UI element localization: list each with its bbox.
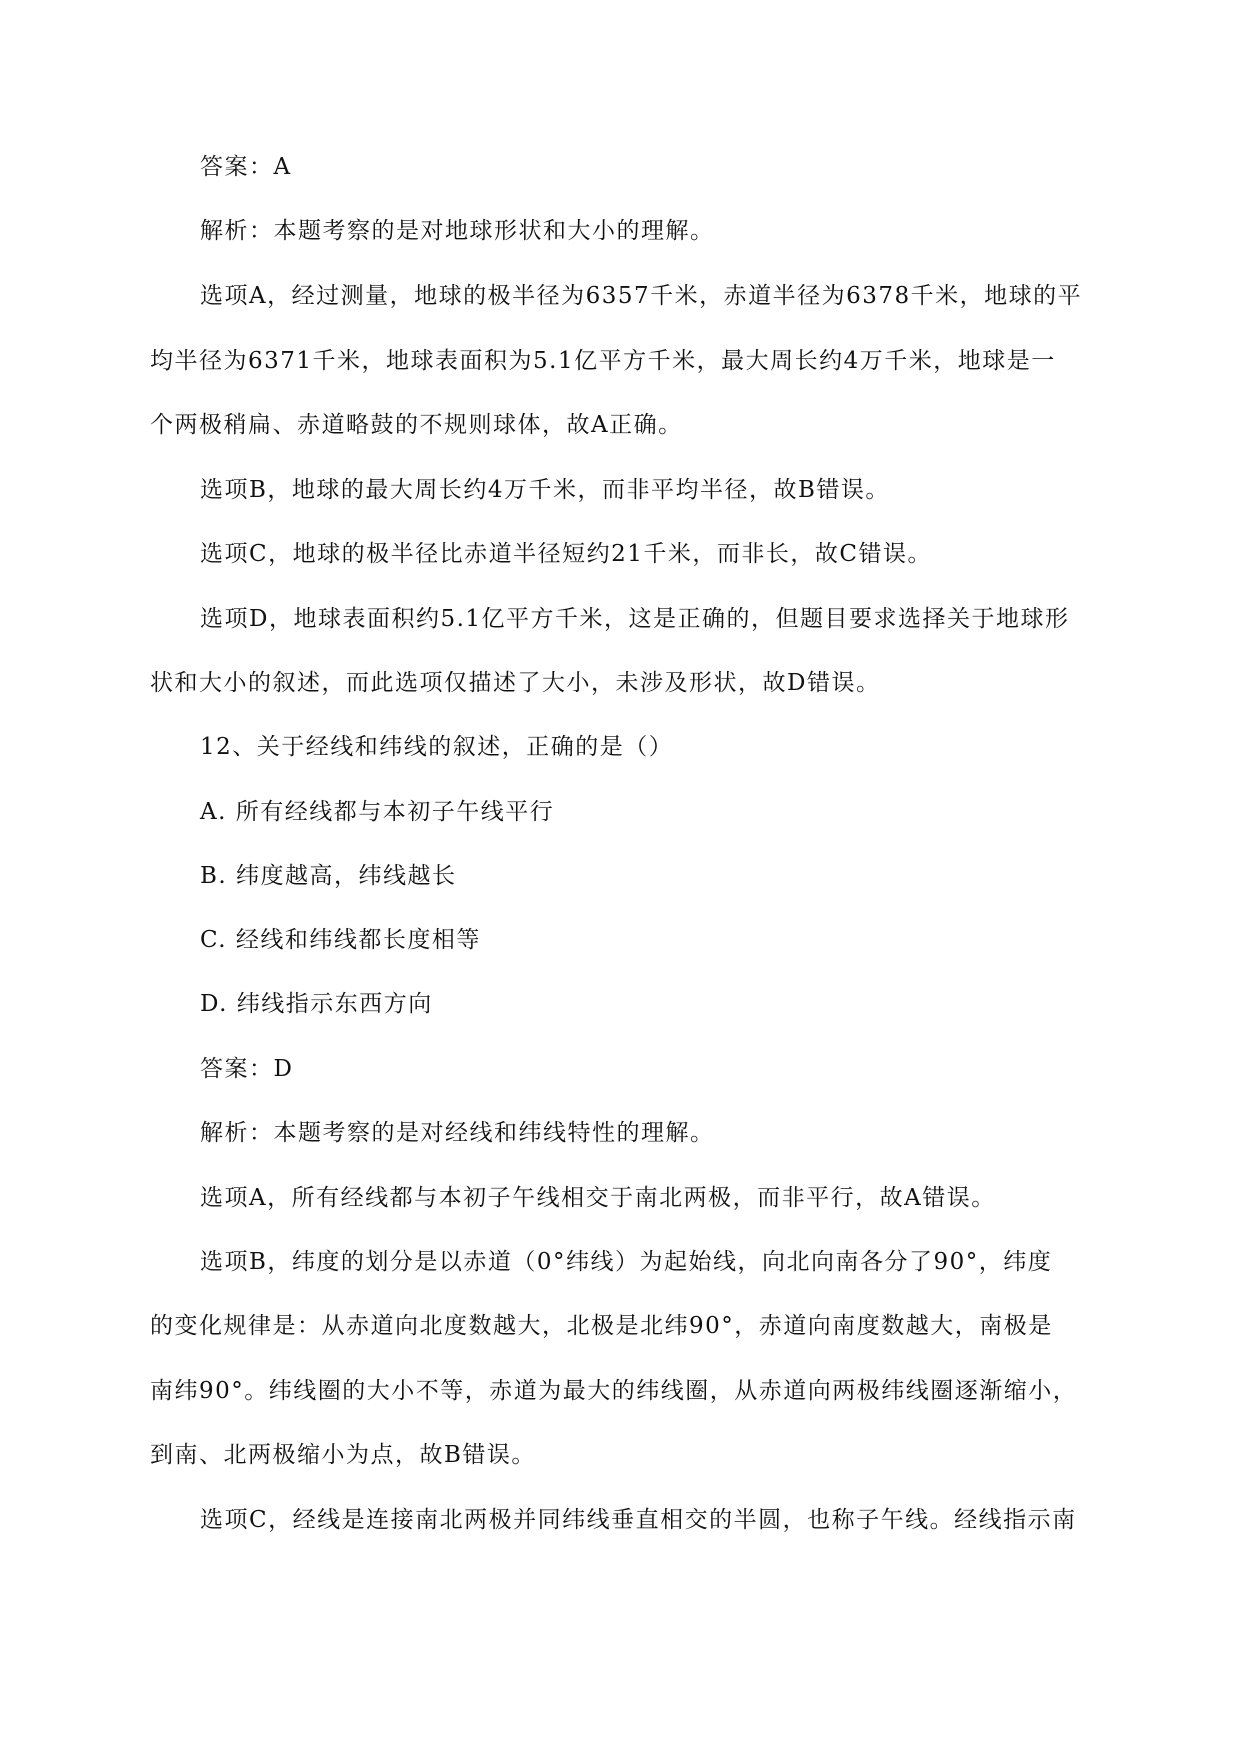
option-b-explanation-line-4: 到南、北两极缩小为点，故B错误。: [150, 1442, 536, 1468]
choice-b: B. 纬度越高，纬线越长: [200, 863, 457, 889]
option-b-paragraph-line: 选项B，地球的最大周长约4万千米，而非平均半径，故B错误。: [200, 477, 890, 503]
option-a-paragraph-line-3: 个两极稍扁、赤道略鼓的不规则球体，故A正确。: [150, 412, 683, 438]
option-d-paragraph-line-1: 选项D，地球表面积约5.1亿平方千米，这是正确的，但题目要求选择关于地球形: [200, 606, 1070, 632]
option-b-explanation-line-3: 南纬90°。纬线圈的大小不等，赤道为最大的纬线圈，从赤道向两极纬线圈逐渐缩小，: [150, 1378, 1078, 1404]
answer-line-2: 答案：D: [200, 1056, 294, 1082]
option-c-explanation-line-1: 选项C，经线是连接南北两极并同纬线垂直相交的半圆，也称子午线。经线指示南: [200, 1507, 1077, 1533]
option-b-explanation-line-1: 选项B，纬度的划分是以赤道（0°纬线）为起始线，向北向南各分了90°，纬度: [200, 1249, 1053, 1275]
option-a-explanation: 选项A，所有经线都与本初子午线相交于南北两极，而非平行，故A错误。: [200, 1185, 996, 1211]
option-a-paragraph-line-1: 选项A，经过测量，地球的极半径为6357千米，赤道半径为6378千米，地球的平: [200, 283, 1083, 309]
option-c-paragraph-line: 选项C，地球的极半径比赤道半径短约21千米，而非长，故C错误。: [200, 541, 932, 567]
question-12-title: 12、关于经线和纬线的叙述，正确的是（）: [200, 734, 674, 760]
choice-d: D. 纬线指示东西方向: [200, 991, 433, 1017]
answer-line-1: 答案：A: [200, 154, 292, 180]
option-d-paragraph-line-2: 状和大小的叙述，而此选项仅描述了大小，未涉及形状，故D错误。: [150, 670, 881, 696]
analysis-line-1: 解析：本题考察的是对地球形状和大小的理解。: [200, 218, 715, 244]
choice-a: A. 所有经线都与本初子午线平行: [200, 799, 555, 825]
option-b-explanation-line-2: 的变化规律是：从赤道向北度数越大，北极是北纬90°，赤道向南度数越大，南极是: [150, 1313, 1053, 1339]
analysis-line-2: 解析：本题考察的是对经线和纬线特性的理解。: [200, 1120, 715, 1146]
option-a-paragraph-line-2: 均半径为6371千米，地球表面积为5.1亿平方千米，最大周长约4万千米，地球是一: [150, 348, 1056, 374]
choice-c: C. 经线和纬线都长度相等: [200, 927, 481, 953]
